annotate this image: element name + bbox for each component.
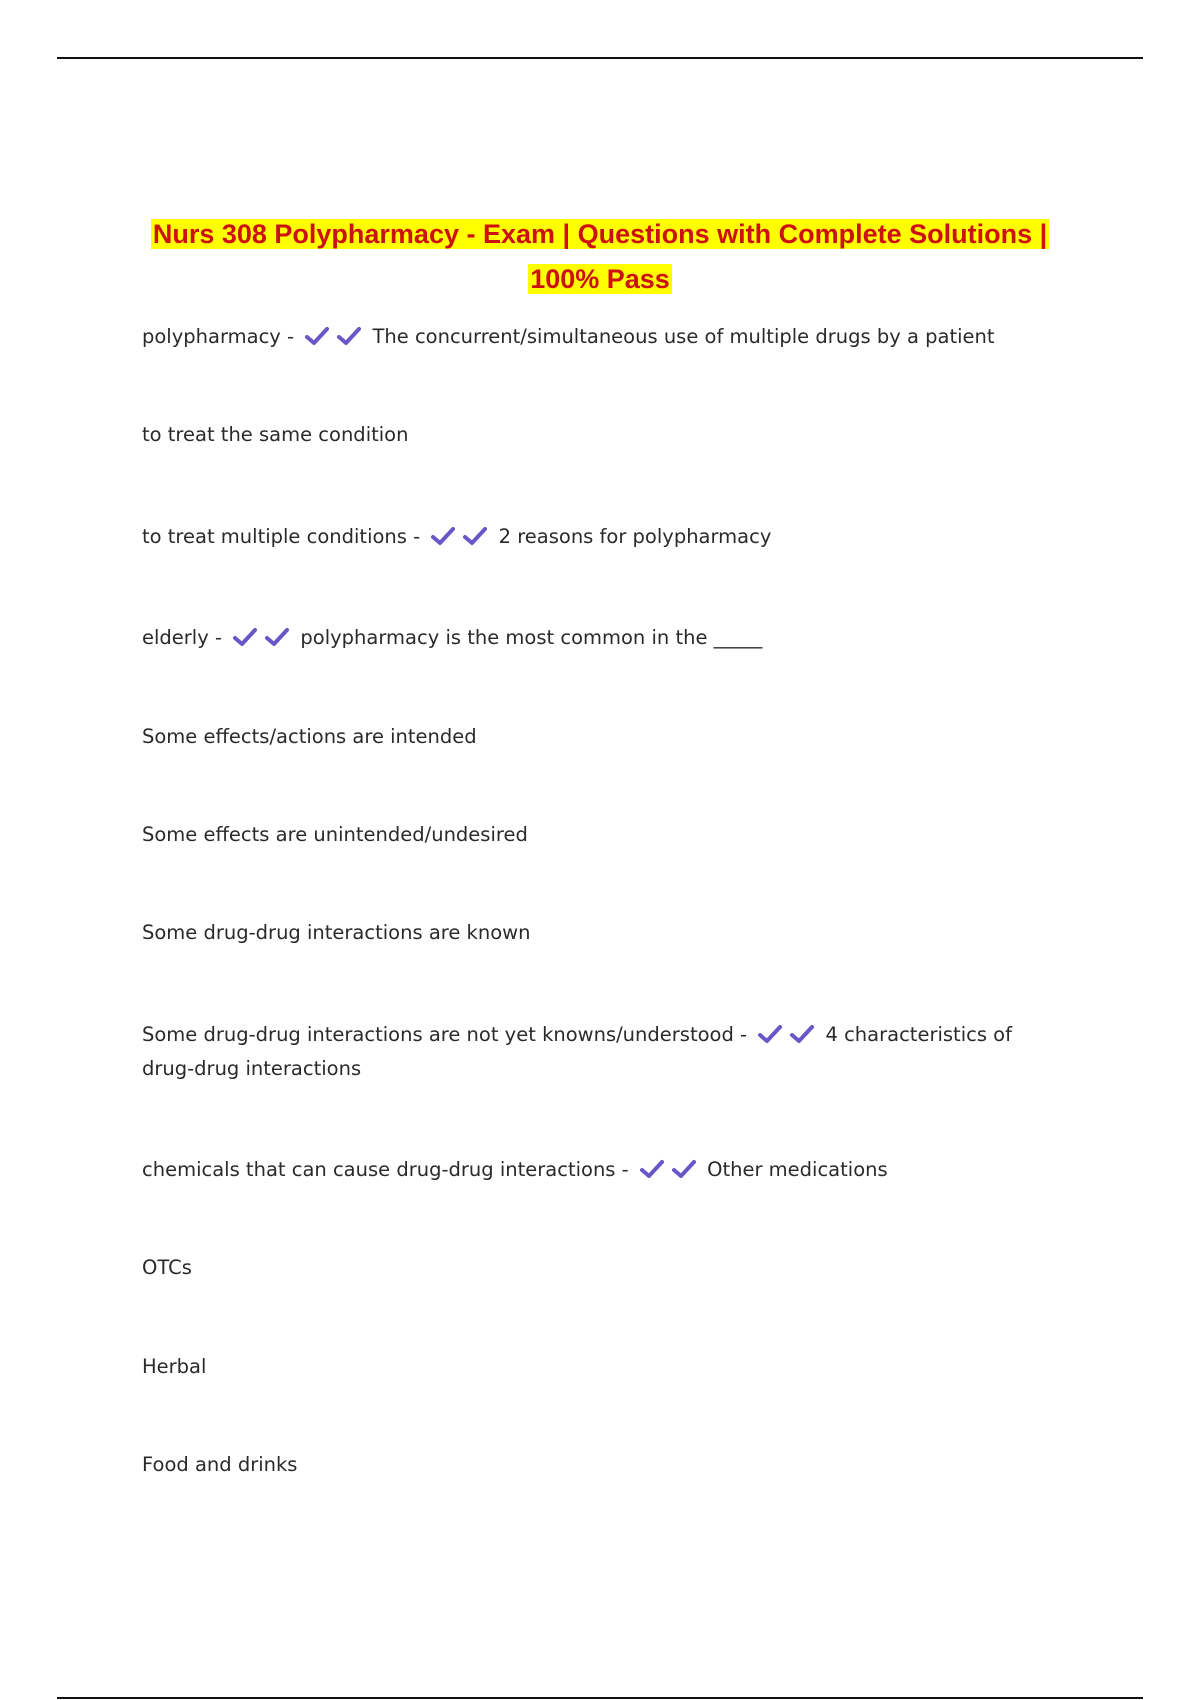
header-rule [57,57,1143,59]
text-line: Herbal [142,1355,207,1378]
text-line: Food and drinks [142,1453,298,1476]
title-line-1: Nurs 308 Polypharmacy - Exam | Questions with Complete Solutions | [152,219,1048,249]
check-marks [228,626,296,649]
definition: The concurrent/simultaneous use of multiple drugs by a patient [372,325,995,348]
text-line: Some effects are unintended/undesired [142,823,528,846]
check-icon [639,1159,665,1179]
check-marks [300,325,368,348]
check-marks [426,525,494,548]
check-marks [635,1158,703,1181]
check-icon [304,326,330,346]
definition: polypharmacy is the most common in the _____ [300,626,763,649]
check-icon [462,526,488,546]
text-line: to treat the same condition [142,423,409,446]
term: chemicals that can cause drug-drug interactions - [142,1158,629,1181]
qa-entry-multiple-conditions [142,520,1062,554]
check-icon [264,627,290,647]
term: polypharmacy - [142,325,295,348]
check-icon [671,1159,697,1179]
qa-entry-elderly [142,621,1062,655]
definition: 2 reasons for polypharmacy [498,525,772,548]
document-title [130,212,1070,302]
term: elderly - [142,626,222,649]
text-line: Some drug-drug interactions are known [142,921,531,944]
term: to treat multiple conditions - [142,525,421,548]
check-icon [232,627,258,647]
check-marks [753,1023,821,1046]
check-icon [430,526,456,546]
footer-rule [57,1697,1143,1699]
text-line: Some effects/actions are intended [142,725,477,748]
definition: 4 characteristics of drug-drug interactions [142,1023,1012,1080]
qa-entry-polypharmacy [142,320,1062,354]
qa-entry-chemicals [142,1153,1062,1187]
check-icon [757,1024,783,1044]
text-line: OTCs [142,1256,192,1279]
qa-entry-drug-interactions [142,1018,1062,1086]
check-icon [336,326,362,346]
check-icon [789,1024,815,1044]
title-line-2: 100% Pass [530,264,670,294]
term: Some drug-drug interactions are not yet knowns/understood - [142,1023,748,1046]
definition: Other medications [707,1158,888,1181]
